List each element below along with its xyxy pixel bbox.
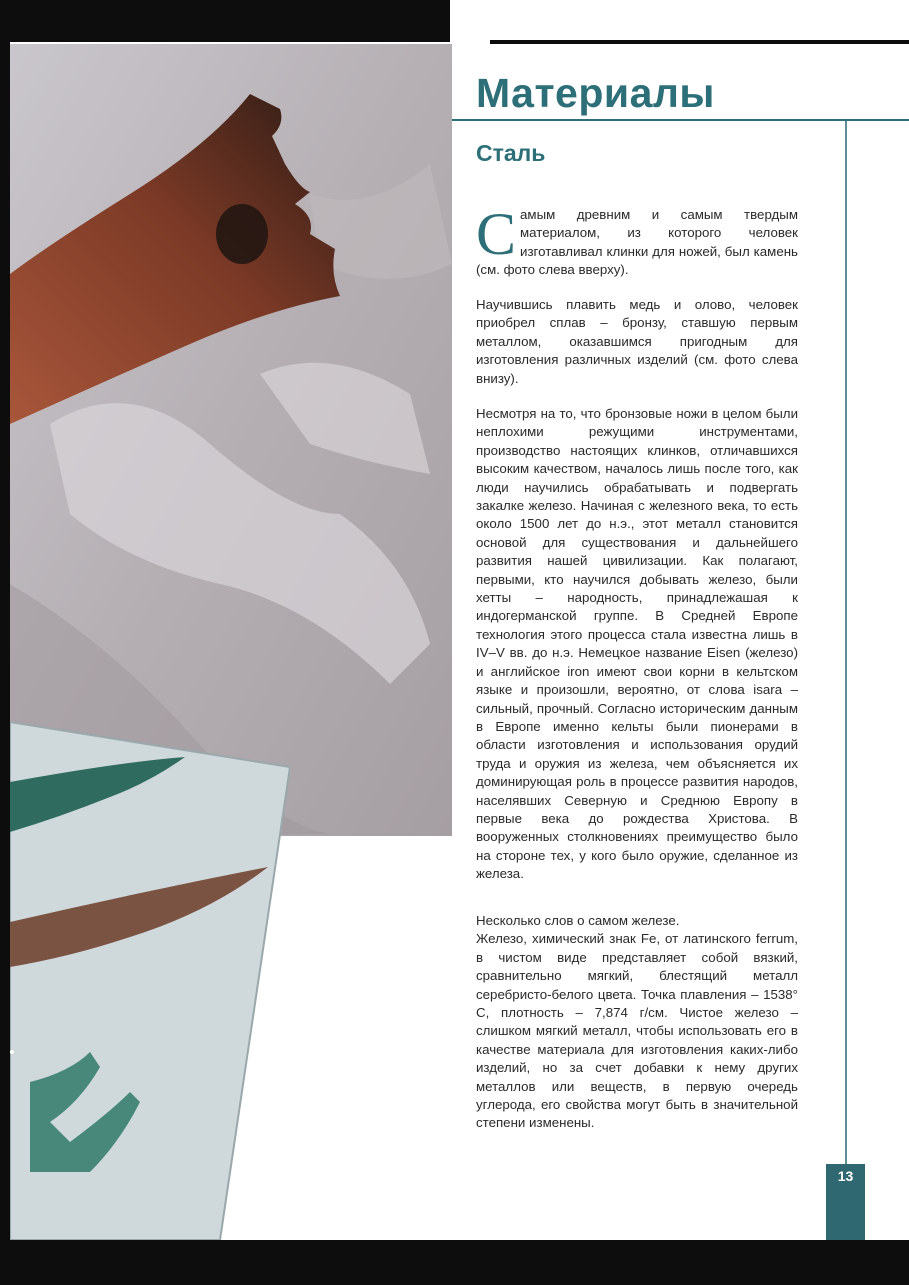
drop-cap: С (476, 201, 517, 267)
bronze-knives-photo (10, 722, 290, 1240)
page-title: Материалы (476, 70, 715, 116)
page-number: 13 (826, 1164, 865, 1240)
bronze-text: Научившись плавить медь и олово, человек приобрел сплав – бронзу, ставшую первым металлом, оказавшимся пригодным для изготовления различных изделий (см. фото слева внизу). (476, 297, 798, 386)
bronze-paragraph (476, 296, 798, 388)
iron-history-text: Несмотря на то, что бронзовые ножи в целом были неплохими режущими инструментами, производство настоящих клинков, отличавшихся высоким качеством, началось лишь после того, как люди научились обрабатывать и подвергать закалке железо. Начиная с железного века, то есть около 1500 лет до н.э., этот металл становится основой для существования и дальнейшего развития нашей цивилизации. Как полагают, первыми, кто научился добывать железо, были хетты – народность, принадлежашая к индогерманской группе. В Средней Европе технология этого процесса стала известна лишь в IV–V вв. до н.э. Немецкое название Eisen (железо) и английское iron имеют свои корни в кельтском языке и произошли, вероятно, от слова isara – сильный, прочный. Согласно историческим данным в Европе именно кельты были пионерами в области изготовления и использования орудий труда и оружия из железа, чем объясняется их доминирующая роль в процессе развития народов, населявших Северную и Среднюю Европу в первые века до рождества Христова. В вооруженных столкновениях преимущество было на стороне тех, у кого было оружие, сделанное из железа. (476, 406, 798, 882)
stone-blade-photo (10, 44, 452, 836)
section-title: Сталь (476, 140, 546, 166)
scan-border-bottom (0, 1240, 909, 1285)
top-black-edge (490, 40, 909, 44)
intro-text: амым древним и самым твердым материалом, из которого человек изготавливал клинки для ножей, был камень (см. фото слева вверху). (476, 207, 798, 278)
iron-properties-text: Железо, химический знак Fe, от латинского ferrum, в чистом виде представляет собой вязкий, сравнительно мягкий, блестящий металл серебристо-белого цвета. Точка плавления – 1538° С, плотность – 7,874 г/см. Чистое железо – слишком мягкий металл, чтобы использовать его в качестве материала для изготовления каких-либо изделий, но за счет добавки к нему других металлов или веществ, в первую очередь углерода, его свойства могут быть в значительной степени изменены. (476, 931, 798, 1131)
iron-history-paragraph (476, 405, 798, 884)
scan-border-left (0, 0, 10, 1285)
decorative-dot (10, 1050, 14, 1054)
iron-properties-lead: Несколько слов о самом железе. (476, 913, 680, 928)
margin-rule (845, 121, 847, 1166)
top-white-strip (450, 0, 909, 42)
title-rule (452, 119, 909, 121)
iron-properties-paragraph (476, 912, 798, 1133)
intro-paragraph (476, 201, 798, 280)
